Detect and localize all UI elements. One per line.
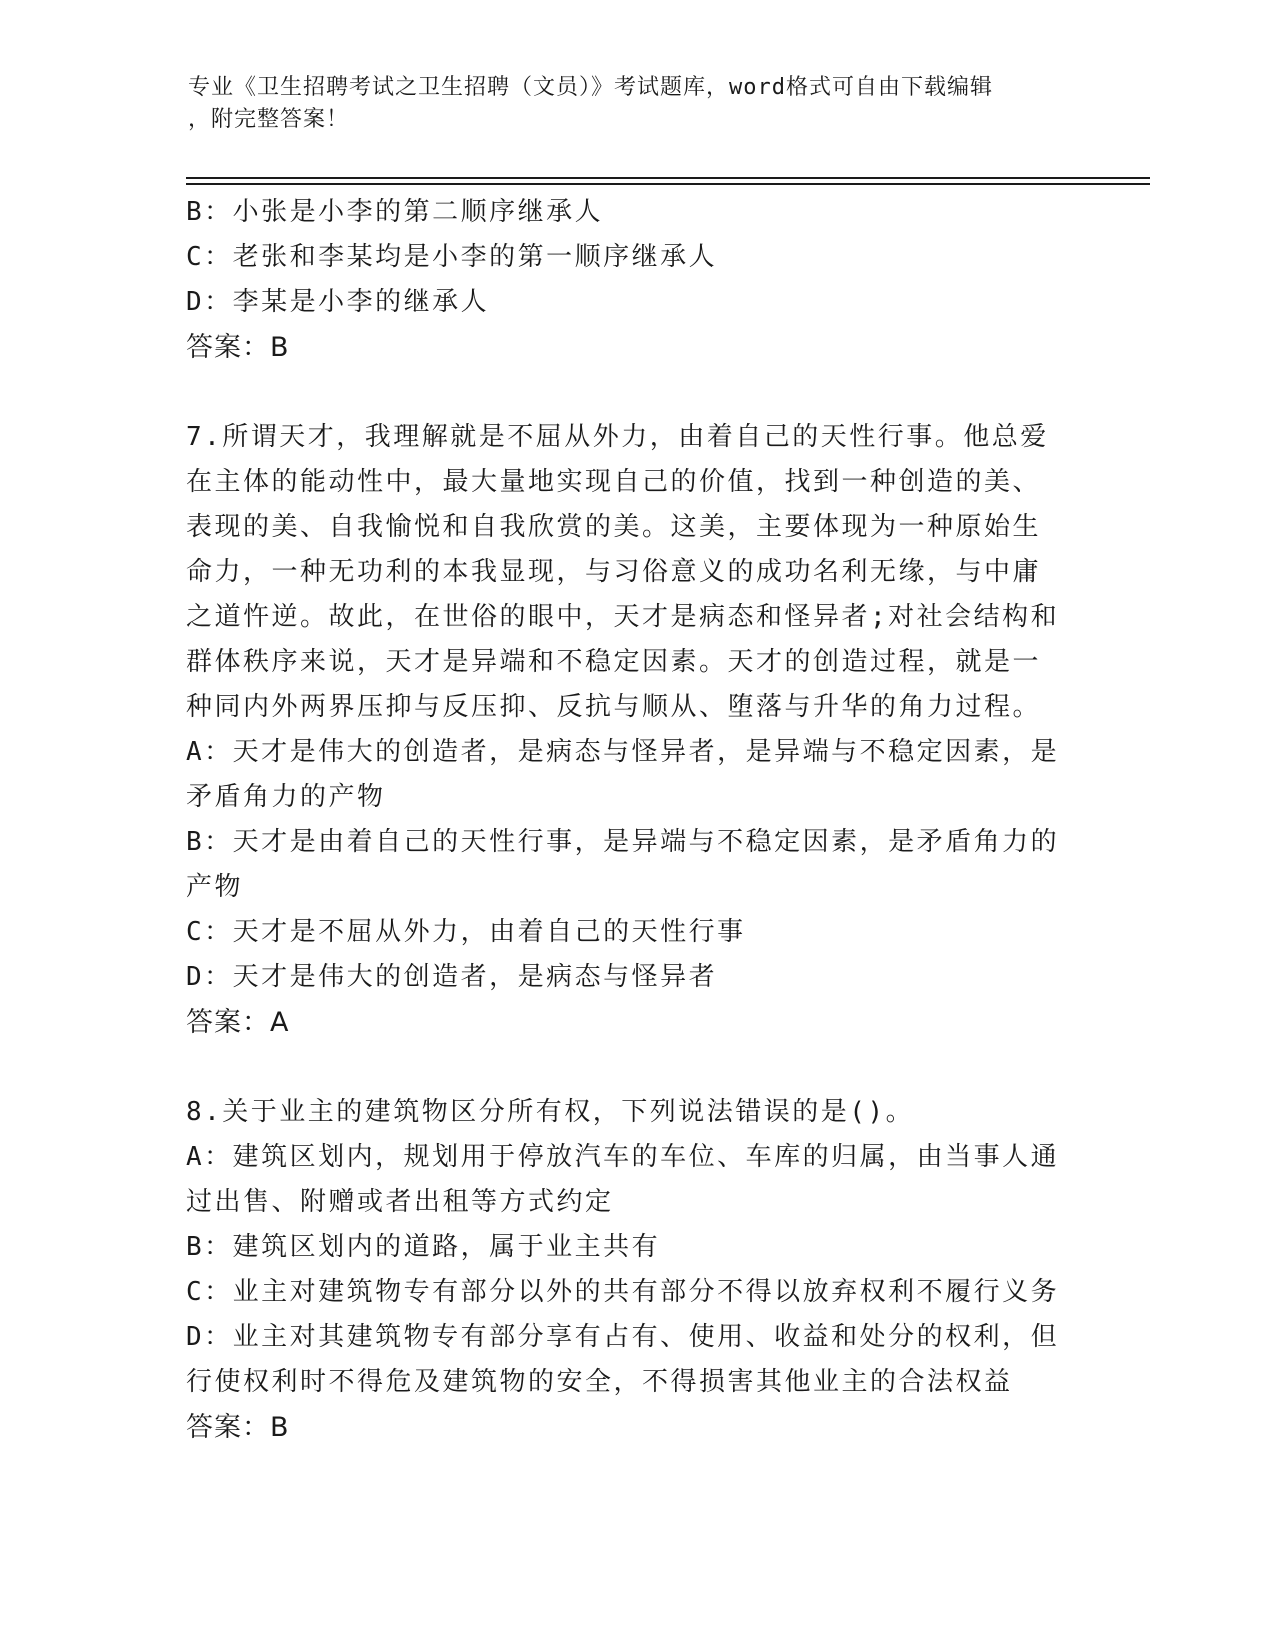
q7-stem-line: 种同内外两界压抑与反压抑、反抗与顺从、堕落与升华的角力过程。 — [186, 692, 1042, 722]
question-8-block — [186, 1090, 1086, 1450]
q6-option-b: B：小张是小李的第二顺序继承人 — [186, 197, 604, 227]
spacer — [186, 370, 1086, 415]
header-line-2: ，附完整答案！ — [188, 107, 350, 132]
q7-stem-line: 表现的美、自我愉悦和自我欣赏的美。这美，主要体现为一种原始生 — [186, 512, 1042, 542]
q7-option-c: C：天才是不屈从外力，由着自己的天性行事 — [186, 917, 746, 947]
q8-option-a-cont: 过出售、附赠或者出租等方式约定 — [186, 1187, 614, 1217]
q6-option-d: D：李某是小李的继承人 — [186, 287, 490, 317]
q7-stem-line: 在主体的能动性中，最大量地实现自己的价值，找到一种创造的美、 — [186, 467, 1042, 497]
q8-option-b: B：建筑区划内的道路，属于业主共有 — [186, 1232, 661, 1262]
q8-answer: 答案：B — [186, 1412, 290, 1443]
q7-stem-line: 7.所谓天才，我理解就是不屈从外力，由着自己的天性行事。他总爱 — [186, 422, 1049, 452]
document-header — [188, 72, 1068, 136]
question-7-block — [186, 415, 1086, 1045]
q7-option-b: B：天才是由着自己的天性行事，是异端与不稳定因素，是矛盾角力的 — [186, 827, 1060, 857]
q7-option-a-cont: 矛盾角力的产物 — [186, 782, 386, 812]
q6-option-c: C：老张和李某均是小李的第一顺序继承人 — [186, 242, 718, 272]
header-line-1: 专业《卫生招聘考试之卫生招聘（文员）》考试题库，word格式可自由下载编辑 — [188, 75, 993, 100]
q7-stem-line: 之道忤逆。故此，在世俗的眼中，天才是病态和怪异者;对社会结构和 — [186, 602, 1060, 632]
q8-option-a: A：建筑区划内，规划用于停放汽车的车位、车库的归属，由当事人通 — [186, 1142, 1060, 1172]
q8-stem-line: 8.关于业主的建筑物区分所有权，下列说法错误的是()。 — [186, 1097, 915, 1127]
spacer — [186, 1045, 1086, 1090]
question-content — [186, 190, 1086, 1450]
q6-answer: 答案：B — [186, 332, 290, 363]
q7-option-d: D：天才是伟大的创造者，是病态与怪异者 — [186, 962, 718, 992]
q8-option-d-cont: 行使权利时不得危及建筑物的安全，不得损害其他业主的合法权益 — [186, 1367, 1013, 1397]
question-6-block — [186, 190, 1086, 370]
q7-stem-line: 命力，一种无功利的本我显现，与习俗意义的成功名利无缘，与中庸 — [186, 557, 1042, 587]
q7-answer: 答案：A — [186, 1007, 290, 1038]
q7-option-a: A：天才是伟大的创造者，是病态与怪异者，是异端与不稳定因素，是 — [186, 737, 1060, 767]
header-divider-top — [186, 177, 1150, 179]
q7-option-b-cont: 产物 — [186, 872, 244, 902]
q8-option-c: C：业主对建筑物专有部分以外的共有部分不得以放弃权利不履行义务 — [186, 1277, 1060, 1307]
q7-stem-line: 群体秩序来说，天才是异端和不稳定因素。天才的创造过程，就是一 — [186, 647, 1042, 677]
header-divider-bottom — [186, 183, 1150, 185]
q8-option-d: D：业主对其建筑物专有部分享有占有、使用、收益和处分的权利，但 — [186, 1322, 1060, 1352]
